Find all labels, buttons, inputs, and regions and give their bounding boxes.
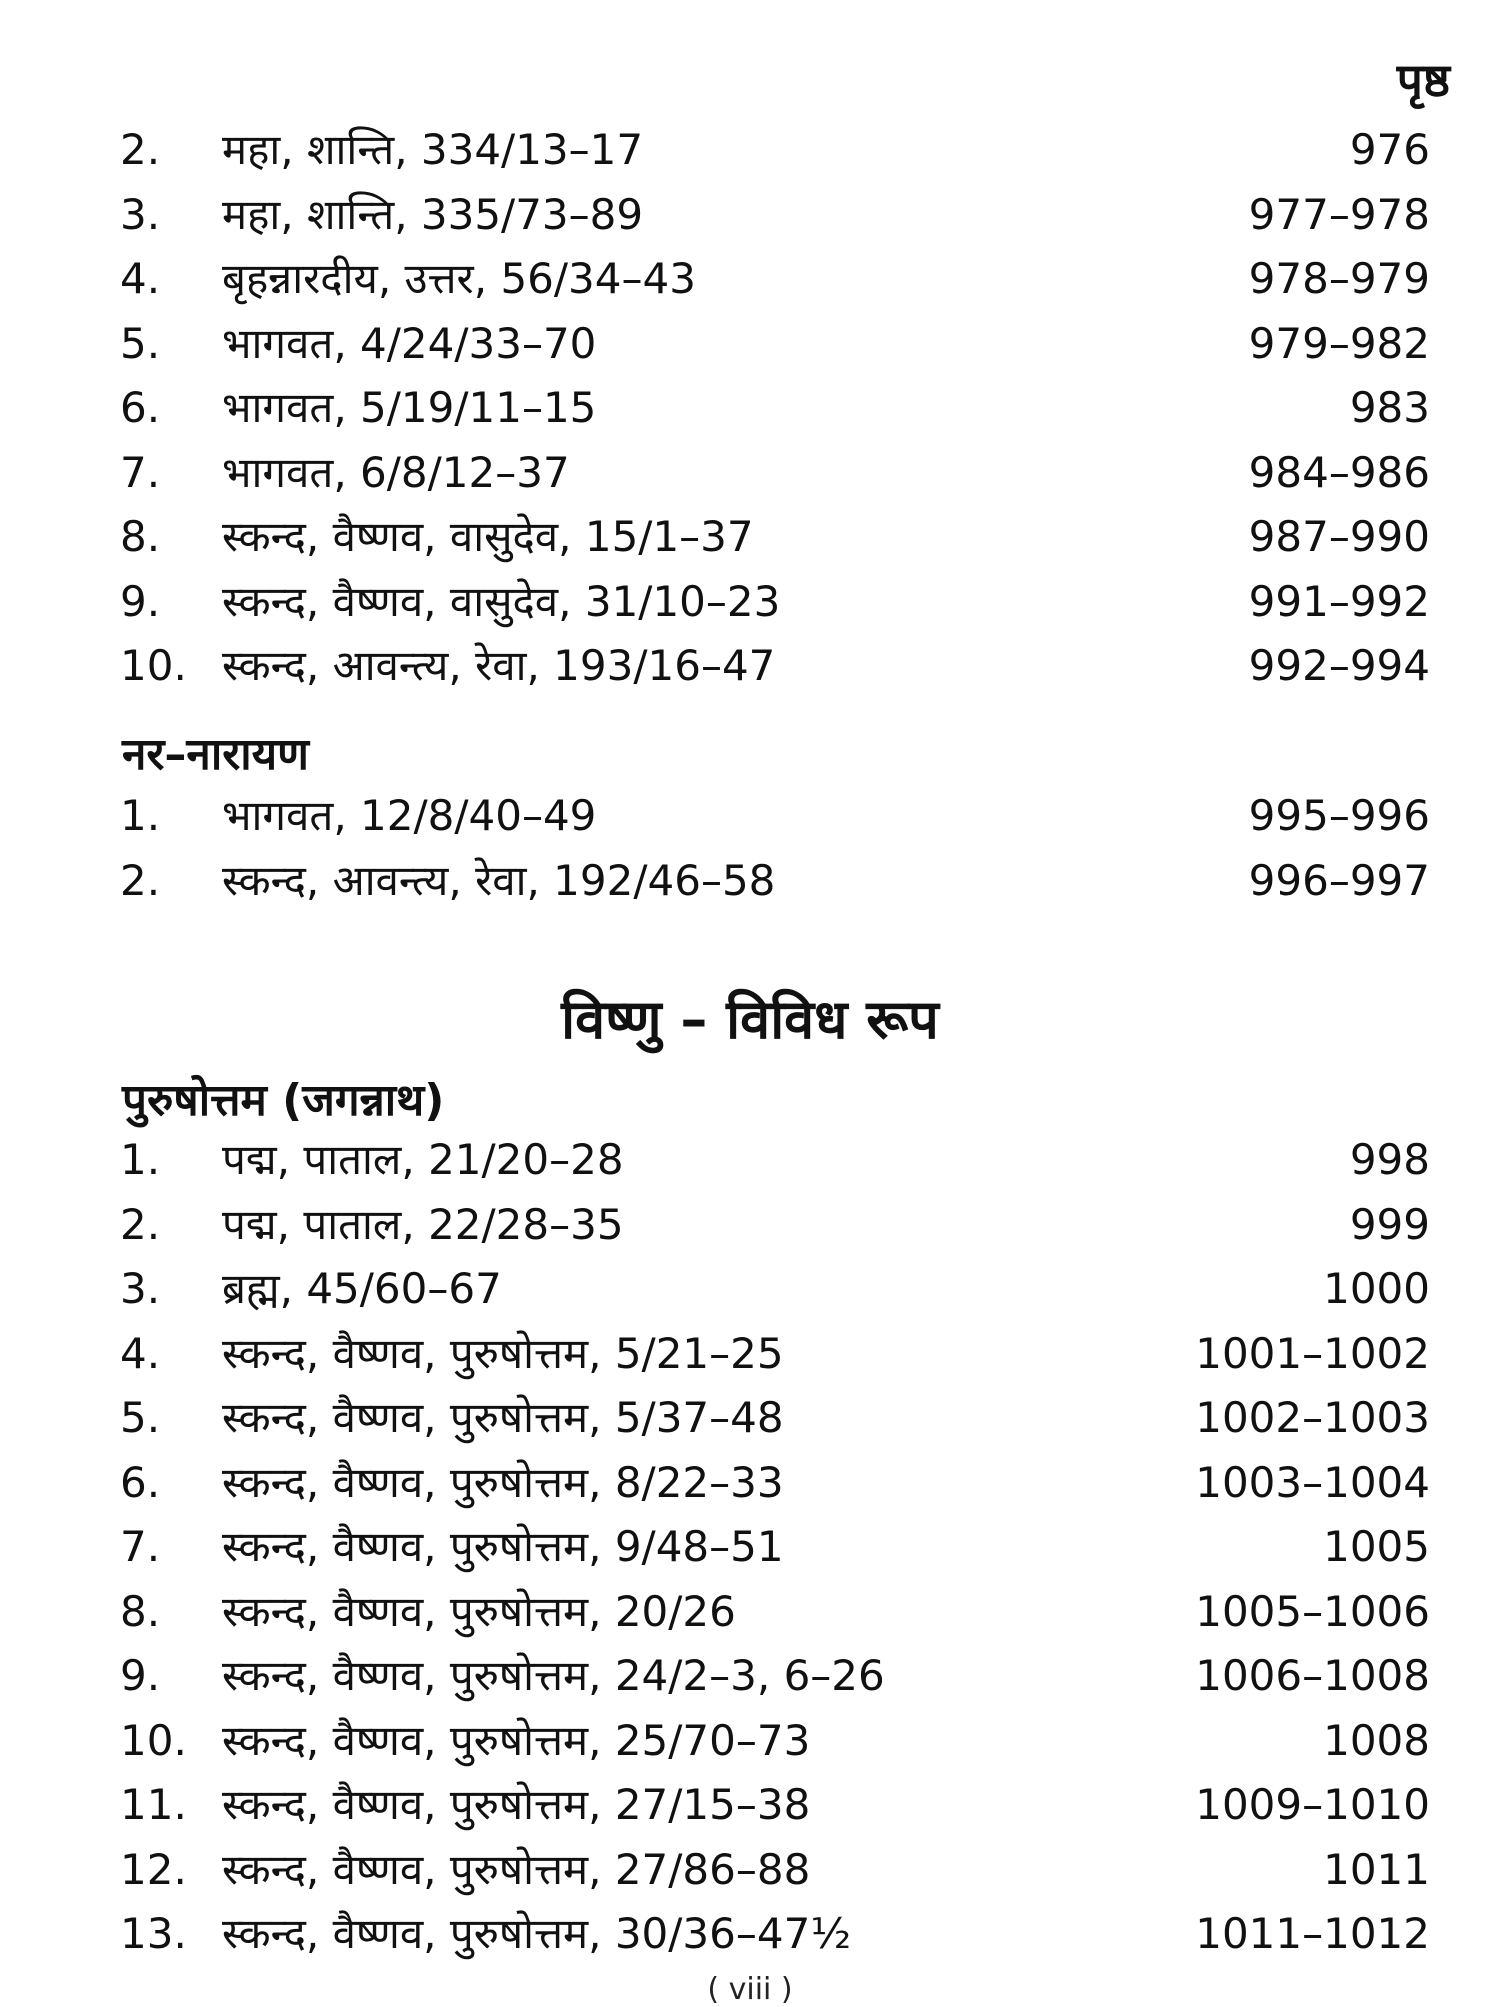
item-page: 1003–1004 — [1195, 1457, 1430, 1507]
item-number: 6. — [120, 383, 161, 432]
item-page: 1005–1006 — [1195, 1586, 1430, 1636]
list-item — [0, 1193, 1500, 1258]
item-reference: भागवत, 6/8/12–37 — [222, 447, 570, 497]
item-number: 9. — [120, 1651, 161, 1700]
item-page: 983 — [1349, 383, 1430, 432]
item-page: 995–996 — [1248, 791, 1430, 840]
section-continued-list — [0, 118, 1500, 699]
list-item — [0, 1322, 1500, 1387]
item-number: 9. — [120, 576, 161, 626]
section-heading-nar-narayan: नर–नारायण — [122, 729, 309, 780]
item-number: 10. — [120, 641, 187, 690]
section-heading-purushottam: पुरुषोत्तम (जगन्नाथ) — [122, 1075, 445, 1126]
item-reference: स्कन्द, वैष्णव, पुरुषोत्तम, 20/26 — [222, 1586, 736, 1636]
item-page: 998 — [1349, 1135, 1430, 1184]
item-reference: भागवत, 12/8/40–49 — [222, 791, 597, 840]
list-item — [0, 376, 1500, 441]
list-item — [0, 441, 1500, 506]
list-item — [0, 1451, 1500, 1516]
list-item — [0, 1515, 1500, 1580]
item-page: 1008 — [1323, 1715, 1430, 1765]
item-reference: स्कन्द, वैष्णव, पुरुषोत्तम, 27/15–38 — [222, 1780, 811, 1829]
item-page: 1001–1002 — [1195, 1328, 1430, 1378]
item-page: 1011 — [1323, 1844, 1430, 1894]
list-item — [0, 118, 1500, 183]
item-number: 12. — [120, 1844, 187, 1894]
list-item — [0, 784, 1500, 849]
item-number: 2. — [120, 855, 161, 905]
item-page: 984–986 — [1248, 447, 1430, 497]
item-number: 7. — [120, 447, 161, 497]
list-item — [0, 849, 1500, 914]
list-item — [0, 247, 1500, 312]
item-reference: स्कन्द, वैष्णव, वासुदेव, 15/1–37 — [222, 512, 754, 561]
item-page: 1011–1012 — [1195, 1909, 1430, 1958]
item-reference: पद्म, पाताल, 21/20–28 — [222, 1135, 624, 1184]
item-number: 4. — [120, 254, 161, 303]
list-item — [0, 1386, 1500, 1451]
item-reference: स्कन्द, वैष्णव, पुरुषोत्तम, 30/36–47½ — [222, 1909, 852, 1958]
list-item — [0, 1257, 1500, 1322]
item-reference: महा, शान्ति, 335/73–89 — [222, 189, 644, 239]
item-reference: स्कन्द, वैष्णव, पुरुषोत्तम, 9/48–51 — [222, 1522, 784, 1571]
item-page: 999 — [1349, 1199, 1430, 1249]
page-footer-mark: ( viii ) — [707, 1972, 793, 2007]
item-reference: महा, शान्ति, 334/13–17 — [222, 125, 644, 174]
item-number: 6. — [120, 1457, 161, 1507]
item-reference: बृहन्नारदीय, उत्तर, 56/34–43 — [222, 254, 696, 303]
list-item — [0, 312, 1500, 377]
item-number: 2. — [120, 1199, 161, 1249]
item-page: 991–992 — [1248, 576, 1430, 626]
list-item — [0, 505, 1500, 570]
item-page: 1002–1003 — [1195, 1393, 1430, 1442]
item-reference: स्कन्द, आवन्त्य, रेवा, 192/46–58 — [222, 855, 776, 905]
item-reference: स्कन्द, वैष्णव, पुरुषोत्तम, 8/22–33 — [222, 1457, 784, 1507]
item-reference: स्कन्द, वैष्णव, पुरुषोत्तम, 5/21–25 — [222, 1328, 784, 1378]
item-reference: स्कन्द, वैष्णव, पुरुषोत्तम, 27/86–88 — [222, 1844, 811, 1894]
list-item — [0, 634, 1500, 699]
item-reference: भागवत, 4/24/33–70 — [222, 318, 597, 368]
item-number: 5. — [120, 1393, 161, 1442]
item-reference: ब्रह्म, 45/60–67 — [222, 1264, 502, 1313]
item-number: 7. — [120, 1522, 161, 1571]
list-item — [0, 1644, 1500, 1709]
item-reference: स्कन्द, वैष्णव, वासुदेव, 31/10–23 — [222, 576, 781, 626]
item-reference: स्कन्द, वैष्णव, पुरुषोत्तम, 24/2–3, 6–26 — [222, 1651, 885, 1700]
list-item — [0, 570, 1500, 635]
item-number: 11. — [120, 1780, 187, 1829]
item-number: 5. — [120, 318, 161, 368]
item-number: 10. — [120, 1715, 187, 1765]
page-column-label: पृष्ठ — [1396, 53, 1450, 107]
item-reference: पद्म, पाताल, 22/28–35 — [222, 1199, 624, 1249]
list-item — [0, 1838, 1500, 1903]
item-page: 992–994 — [1248, 641, 1430, 690]
item-number: 4. — [120, 1328, 161, 1378]
item-page: 978–979 — [1248, 254, 1430, 303]
item-number: 1. — [120, 1135, 161, 1184]
item-page: 996–997 — [1248, 855, 1430, 905]
item-number: 13. — [120, 1909, 187, 1958]
item-number: 3. — [120, 1264, 161, 1313]
list-item — [0, 1709, 1500, 1774]
item-number: 8. — [120, 1586, 161, 1636]
item-page: 987–990 — [1248, 512, 1430, 561]
item-page: 1006–1008 — [1195, 1651, 1430, 1700]
list-item — [0, 1128, 1500, 1193]
list-item — [0, 1580, 1500, 1645]
page-title: विष्णु – विविध रूप — [561, 988, 939, 1051]
item-page: 1009–1010 — [1195, 1780, 1430, 1829]
item-page: 977–978 — [1248, 189, 1430, 239]
item-page: 1005 — [1323, 1522, 1430, 1571]
item-reference: स्कन्द, वैष्णव, पुरुषोत्तम, 5/37–48 — [222, 1393, 784, 1442]
list-item — [0, 1773, 1500, 1838]
item-number: 3. — [120, 189, 161, 239]
item-page: 1000 — [1323, 1264, 1430, 1313]
section-purushottam-list — [0, 1128, 1500, 1967]
item-reference: भागवत, 5/19/11–15 — [222, 383, 597, 432]
item-reference: स्कन्द, वैष्णव, पुरुषोत्तम, 25/70–73 — [222, 1715, 811, 1765]
item-number: 1. — [120, 791, 161, 840]
item-reference: स्कन्द, आवन्त्य, रेवा, 193/16–47 — [222, 641, 776, 690]
list-item — [0, 183, 1500, 248]
item-page: 979–982 — [1248, 318, 1430, 368]
section-nar-narayan-list — [0, 784, 1500, 913]
item-number: 8. — [120, 512, 161, 561]
item-page: 976 — [1349, 125, 1430, 174]
item-number: 2. — [120, 125, 161, 174]
list-item — [0, 1902, 1500, 1967]
